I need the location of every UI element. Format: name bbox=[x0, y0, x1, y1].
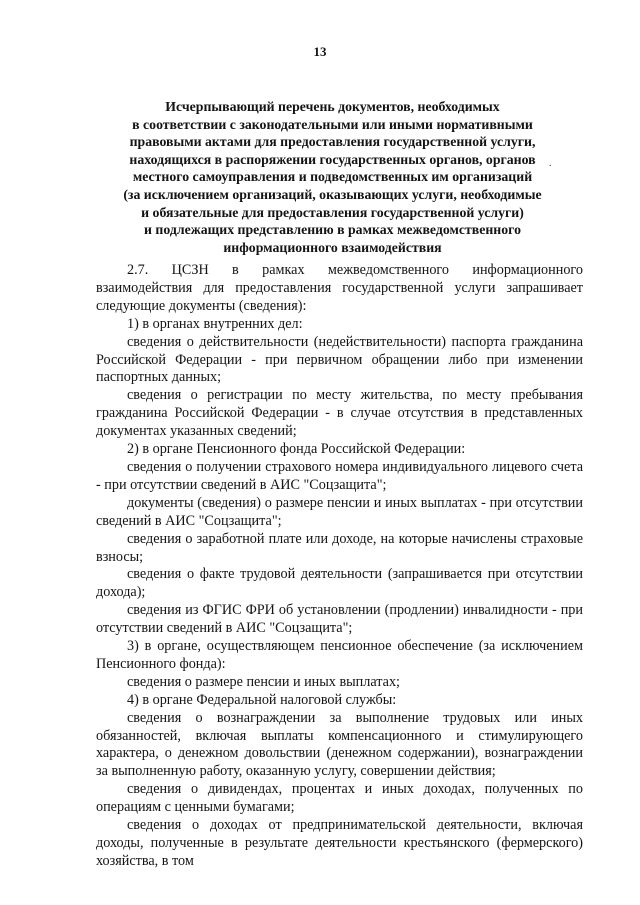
paragraph: сведения о получении страхового номера индивидуального лицевого счета - при отсутствии сведений в АИС "Соцзащита"; bbox=[96, 458, 583, 493]
heading-line: Исчерпывающий перечень документов, необходимых bbox=[165, 99, 500, 114]
list-item-pension-fund: 2) в органе Пенсионного фонда Российской Федерации: bbox=[127, 441, 466, 458]
paragraph: сведения о размере пенсии и иных выплатах; bbox=[127, 673, 400, 690]
margin-mark: . bbox=[549, 158, 552, 169]
heading-line: в соответствии с законодательными или иными нормативными bbox=[132, 116, 533, 132]
heading-line: находящихся в распоряжении государственных органов, органов bbox=[129, 151, 536, 167]
paragraph: сведения из ФГИС ФРИ об установлении (продлении) инвалидности - при отсутствии сведений в АИС "Соцзащита"; bbox=[96, 602, 583, 637]
page-number: 13 bbox=[313, 44, 327, 59]
paragraph: сведения о факте трудовой деятельности (запрашивается при отсутствии дохода); bbox=[96, 566, 583, 601]
paragraph: сведения о действительности (недействительности) паспорта гражданина Российской Федерации - при первичном обращении либо при изменении паспортных данных; bbox=[96, 333, 583, 386]
paragraph: сведения о регистрации по месту жительства, по месту пребывания гражданина Российской Федерации - в случае отсутствия в представленных документах указанных сведений; bbox=[96, 387, 583, 440]
heading-line: и подлежащих представлению в рамках межведомственного bbox=[144, 222, 521, 238]
paragraph: сведения о вознаграждении за выполнение трудовых или иных обязанностей, включая выплаты компенсационного и стимулирующего характера, о денежном довольствии (денежном содержании), вознаграждении за выполненную работу, оказанную услугу, совершении действия; bbox=[96, 709, 583, 780]
paragraph-section-2-7: 2.7. ЦСЗН в рамках межведомственного информационного взаимодействия для предоставления государственной услуги запрашивает следующие документы (сведения): bbox=[96, 262, 583, 314]
heading-line: местного самоуправления и подведомственных им организаций bbox=[132, 169, 533, 185]
document-heading bbox=[80, 98, 585, 256]
paragraph: сведения о доходах от предпринимательской деятельности, включая доходы, полученные в результате деятельности крестьянского (фермерского) хозяйства, в том bbox=[96, 817, 583, 869]
list-item-internal-affairs: 1) в органах внутренних дел: bbox=[127, 315, 303, 332]
paragraph: сведения о дивидендах, процентах и иных доходах, полученных по операциям с ценными бумагами; bbox=[96, 781, 583, 816]
list-item-pension-provider: 3) в органе, осуществляющем пенсионное обеспечение (за исключением Пенсионного фонда): bbox=[96, 638, 583, 672]
heading-line: и обязательные для предоставления государственной услуги) bbox=[141, 204, 524, 220]
heading-line: информационного взаимодействия bbox=[223, 239, 442, 255]
list-item-tax-service: 4) в органе Федеральной налоговой службы: bbox=[127, 691, 397, 708]
document-body bbox=[96, 262, 583, 871]
heading-line: правовыми актами для предоставления государственной услуги, bbox=[129, 134, 536, 150]
paragraph: сведения о заработной плате или доходе, на которые начислены страховые взносы; bbox=[96, 530, 583, 565]
paragraph: документы (сведения) о размере пенсии и иных выплатах - при отсутствии сведений в АИС "Соцзащита"; bbox=[96, 494, 583, 529]
heading-line: (за исключением организаций, оказывающих услуги, необходимые bbox=[123, 186, 542, 202]
